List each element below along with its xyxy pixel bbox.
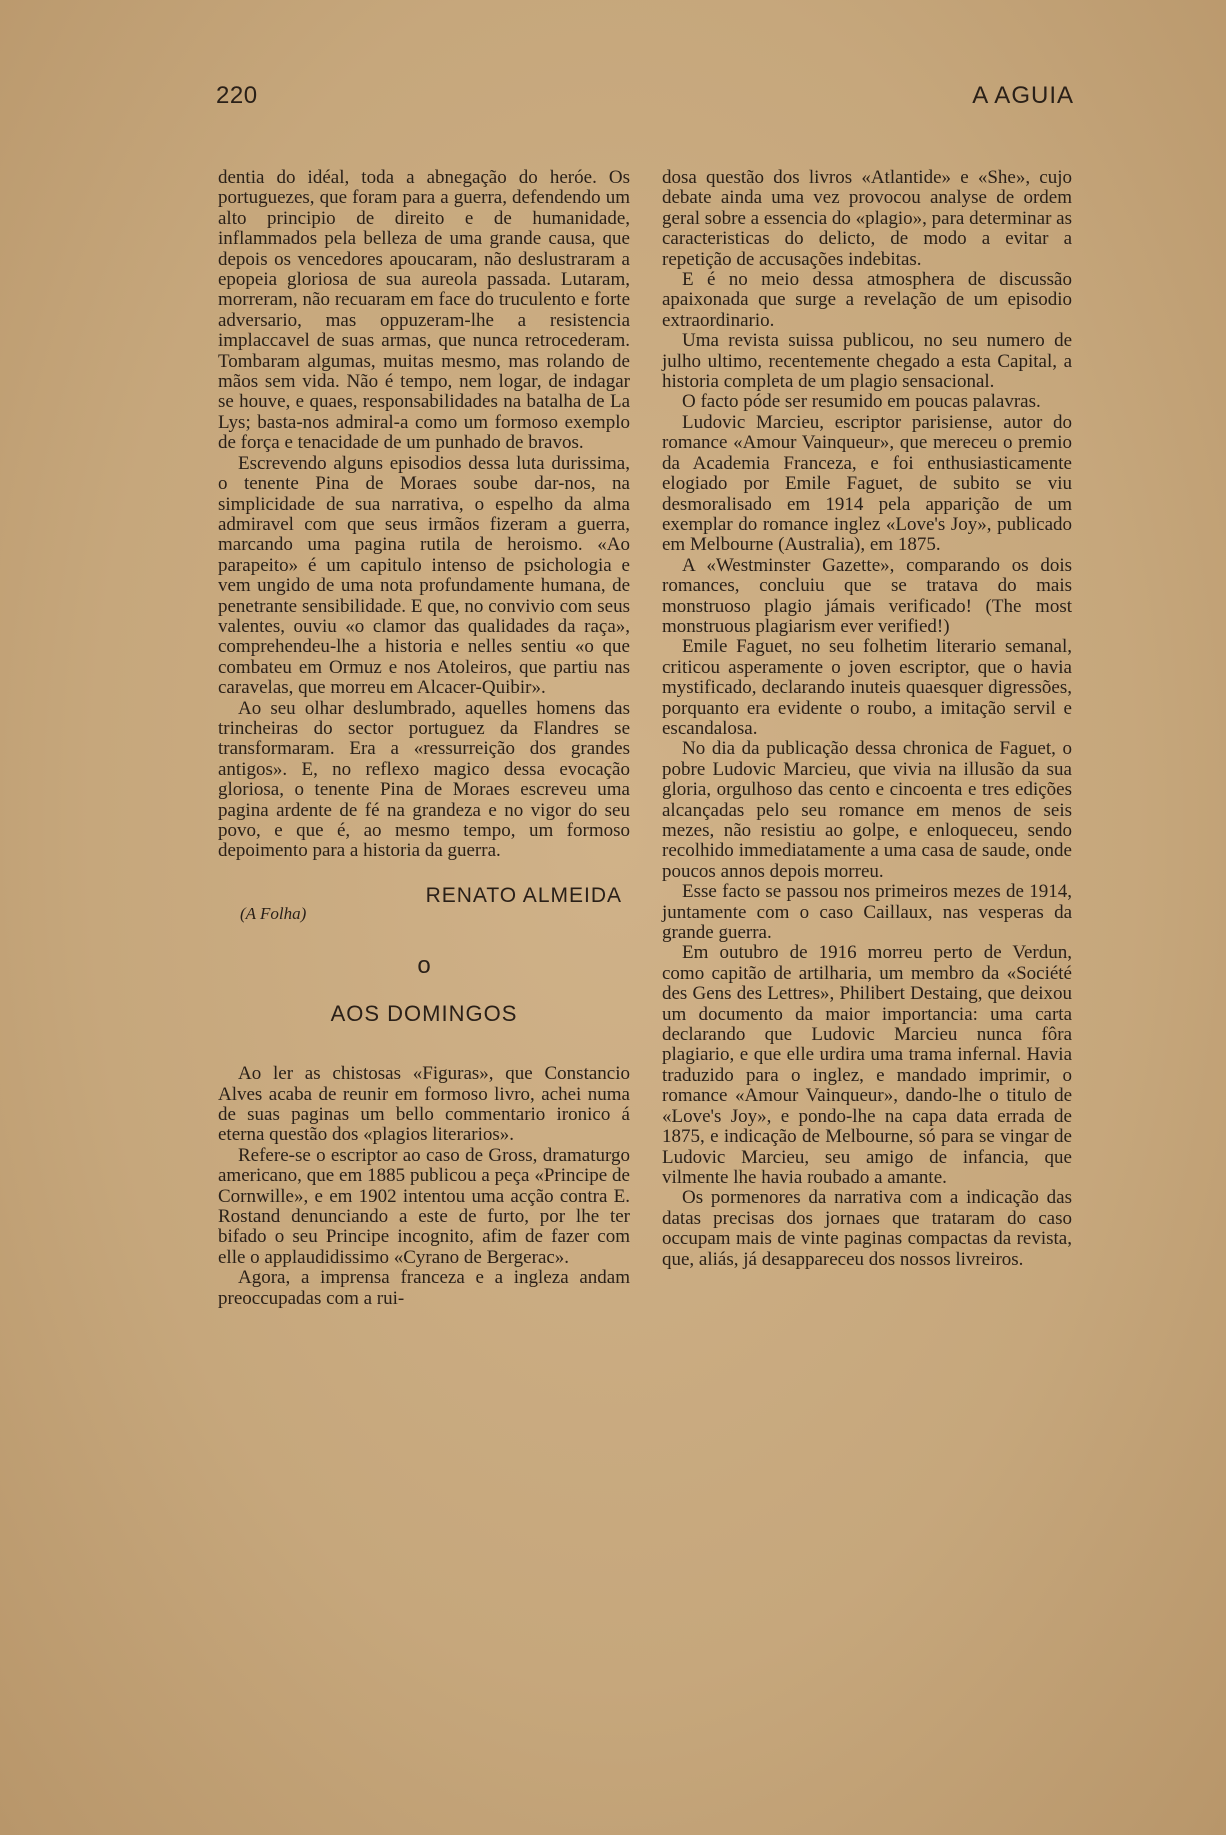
paragraph: Escrevendo alguns episodios dessa luta durissima, o tenente Pina de Moraes soube dar-nos, na simplicidade de sua narrativa, o espelho da alma admiravel com que seus irmãos fizeram a guerra, marcando uma pagina rutila de heroismo. «Ao parapeito» é um capitulo intenso de psichologia e vem ungido de uma nota profundamente humana, de penetrante sensibilidade. E que, no convivio com seus valentes, ouviu «o clamor das qualidades da raça», comprehendeu-lhe a historia e nelles sentiu «o que combateu em Ormuz e nos Atoleiros, que partiu nas caravelas, que morreu em Alcacer-Quibir». [218,452,630,699]
left-column [218,168,630,1309]
source-citation: (A Folha) [240,903,307,923]
paragraph: Os pormenores da narrativa com a indicação das datas precisas dos jornaes que trataram do caso occupam mais de vinte paginas compactas da revista, que, aliás, já desappareceu dos nossos livreiros. [662,1187,1072,1270]
section-ornament: o [417,951,431,979]
paragraph: Ao ler as chistosas «Figuras», que Constancio Alves acaba de reunir em formoso livro, achei numa de suas paginas um bello commentario ironico á eterna questão dos «plagios literarios». [218,1063,630,1146]
paragraph: O facto póde ser resumido em poucas palavras. [682,391,1041,413]
paragraph: No dia da publicação dessa chronica de Faguet, o pobre Ludovic Marcieu, que vivia na illusão da sua gloria, orgulhoso das cento e cincoenta e tres edições alcançadas pelo seu romance em menos de seis mezes, não resistiu ao golpe, e enloqueceu, sendo recolhido immediatamente a uma casa de saude, onde poucos annos depois morreu. [662,738,1072,882]
paragraph: Emile Faguet, no seu folhetim literario semanal, criticou asperamente o joven escriptor, que o havia mystificado, declarando inuteis quaesquer digressões, porquanto era evidente o roubo, a imitação servil e escandalosa. [662,636,1072,739]
paragraph: Em outubro de 1916 morreu perto de Verdun, como capitão de artilharia, um membro da «Société des Gens des Lettres», Philibert Destaing, que deixou um documento da maior importancia: uma carta declarando que Ludovic Marcieu nunca fôra plagiario, e que elle urdira uma trama infernal. Havia traduzido para o inglez, e mandado imprimir, o romance «Amour Vainqueur», dando-lhe o titulo de «Love's Joy», e pondo-lhe na capa data errada de 1875, e indicação de Melbourne, só para se vingar de Ludovic Marcieu, seu amigo de infancia, que vilmente lhe havia roubado a amante. [662,942,1072,1188]
paragraph: Ludovic Marcieu, escriptor parisiense, autor do romance «Amour Vainqueur», que mereceu o premio da Academia Franceza, e foi enthusiasticamente elogiado por Emile Faguet, de subito se viu desmoralisado em 1914 pela apparição de um exemplar do romance inglez «Love's Joy», publicado em Melbourne (Australia), em 1875. [662,411,1072,556]
paragraph: dentia do idéal, toda a abnegação do heróe. Os portuguezes, que foram para a guerra, defendendo um alto principio de direito e de humanidade, inflammados pela belleza de uma grande causa, que depois os vencedores apoucaram, não deslustraram a epopeia gloriosa de sua aureola passada. Lutaram, morreram, não recuaram em face do truculento e forte adversario, mas oppuzeram-lhe a resistencia implaccavel de suas armas, que nunca retrocederam. Tombaram algumas, muitas mesmo, mas rolando de mãos sem vida. Não é tempo, nem logar, de indagar se houve, e quaes, responsabilidades na batalha de La Lys; basta-nos admiral-a como um formoso exemplo de força e tenacidade de um punhado de bravos. [218,167,630,454]
paragraph: A «Westminster Gazette», comparando os dois romances, concluiu que se tratava do mais monstruoso plagio jámais verificado! (The most monstruous plagiarism ever verified!) [662,554,1072,637]
paragraph: Ao seu olhar deslumbrado, aquelles homens das trincheiras do sector portuguez da Flandres se transformaram. Era a «ressurreição dos grandes antigos». E, no reflexo magico dessa evocação gloriosa, o tenente Pina de Moraes escreveu uma pagina ardente de fé na grandeza e no vigor do seu povo, e que é, ao mesmo tempo, um formoso depoimento para a historia da guerra. [218,697,630,862]
paragraph: Agora, a imprensa franceza e a ingleza andam preoccupadas com a rui- [218,1267,630,1309]
paragraph: Esse facto se passou nos primeiros mezes de 1914, juntamente com o caso Caillaux, nas vesperas da grande guerra. [662,881,1072,944]
right-column [662,168,1072,1270]
running-head: A AGUIA [972,82,1074,109]
page-number: 220 [216,82,258,109]
paragraph: E é no meio dessa atmosphera de discussão apaixonada que surge a revelação de um episodio extraordinario. [662,269,1072,331]
author-signature: RENATO ALMEIDA [425,883,622,907]
section-title: AOS DOMINGOS [330,1000,518,1026]
paragraph: dosa questão dos livros «Atlantide» e «She», cujo debate ainda uma vez provocou analyse de ordem geral sobre a essencia do «plagio», para determinar as caracteristicas do delicto, de modo a evitar a repetição de accusações indebitas. [662,167,1072,270]
signature-block [218,872,630,950]
paragraph: Uma revista suissa publicou, no seu numero de julho ultimo, recentemente chegado a esta Capital, a historia completa de um plagio sensacional. [662,330,1072,393]
paragraph: Refere-se o escriptor ao caso de Gross, dramaturgo americano, que em 1885 publicou a peça «Principe de Cornwille», e em 1902 intentou uma acção contra E. Rostand denunciando a este de furto, por lhe ter bifado o seu Principe incognito, afim de fazer com elle o applaudidissimo «Cyrano de Bergerac». [218,1144,630,1268]
